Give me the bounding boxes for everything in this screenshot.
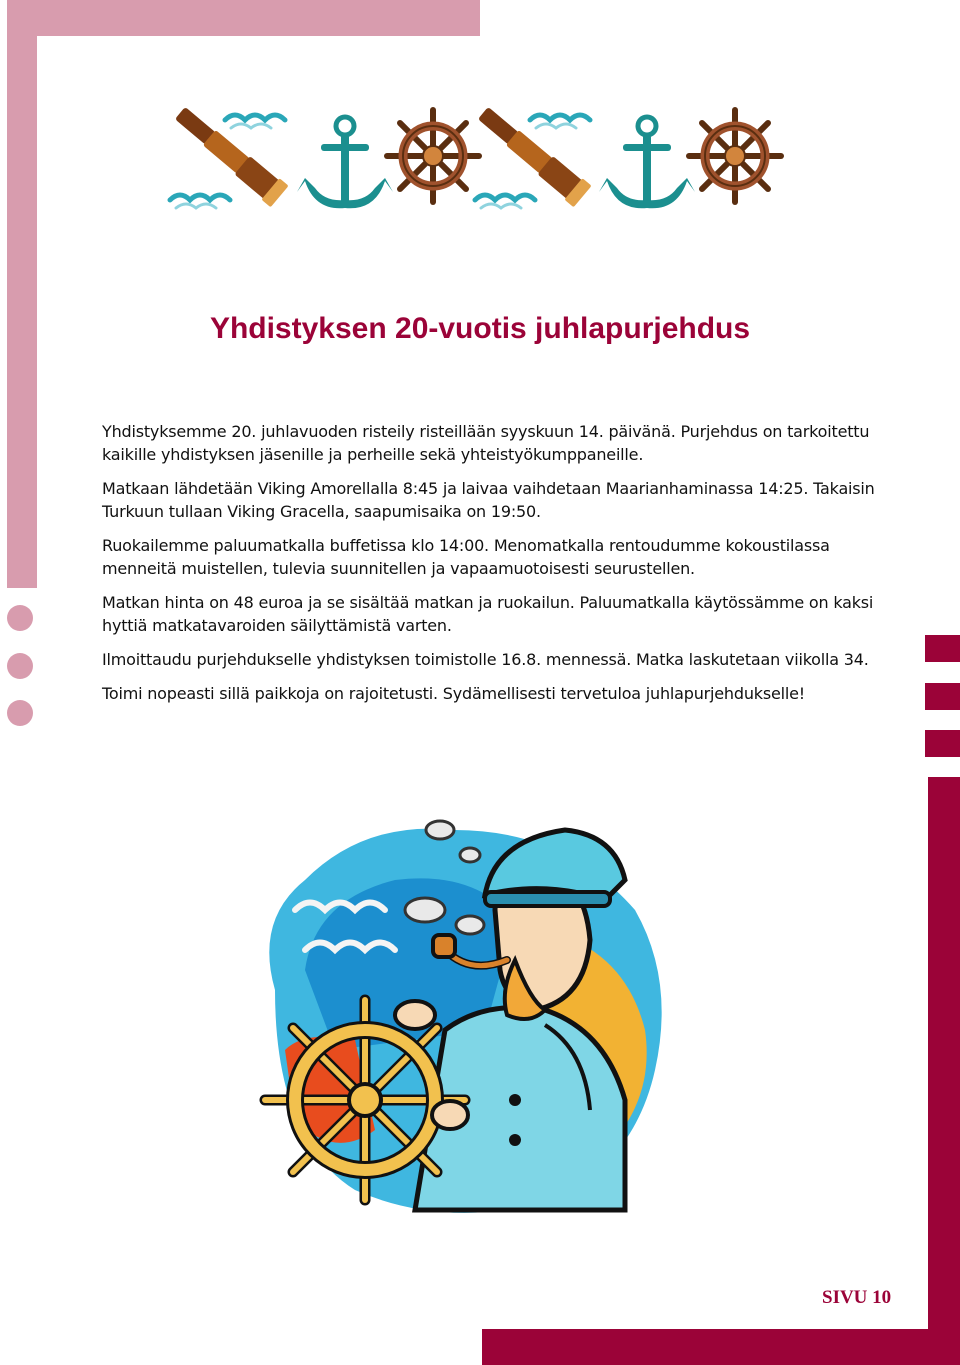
pink-dot xyxy=(7,605,33,631)
sailor-captain-illustration xyxy=(245,800,685,1220)
pink-dot xyxy=(7,700,33,726)
pink-top-bar xyxy=(7,0,480,36)
paragraph: Toimi nopeasti sillä paikkoja on rajoitetusti. Sydämellisesti tervetuloa juhlapurjehdukselle! xyxy=(102,684,805,703)
maroon-square xyxy=(925,683,960,710)
paragraph: Yhdistyksemme 20. juhlavuoden risteily risteillään syyskuun 14. päivänä. Purjehdus on tarkoitettu kaikille yhdistyksen jäsenille ja perheille sekä yhteistyökumppaneille. xyxy=(102,422,870,464)
page-number: SIVU 10 xyxy=(822,1287,892,1308)
nautical-banner xyxy=(165,98,795,223)
paragraph: Matkaan lähdetään Viking Amorellalla 8:45 ja laivaa vaihdetaan Maarianhaminassa 14:25. Takaisin Turkuun tullaan Viking Gracella, saapumisaika on 19:50. xyxy=(102,479,875,521)
pink-dot xyxy=(7,653,33,679)
maroon-bottom-bar xyxy=(482,1329,960,1365)
paragraph: Ruokailemme paluumatkalla buffetissa klo 14:00. Menomatkalla rentoudumme kokoustilassa menneitä muistellen, tulevia suunnitellen ja vapaamuotoisesti seurustellen. xyxy=(102,536,830,578)
page-title: Yhdistyksen 20-vuotis juhlapurjehdus xyxy=(209,312,751,345)
paragraph: Ilmoittaudu purjehdukselle yhdistyksen toimistolle 16.8. mennessä. Matka laskutetaan viikolla 34. xyxy=(102,650,869,669)
article-body xyxy=(102,420,892,716)
maroon-right-bar xyxy=(928,777,960,1365)
pink-left-bar xyxy=(7,0,37,588)
maroon-square xyxy=(925,730,960,757)
paragraph: Matkan hinta on 48 euroa ja se sisältää matkan ja ruokailun. Paluumatkalla käytössämme on kaksi hyttiä matkatavaroiden säilyttämistä varten. xyxy=(102,593,874,635)
maroon-square xyxy=(925,635,960,662)
